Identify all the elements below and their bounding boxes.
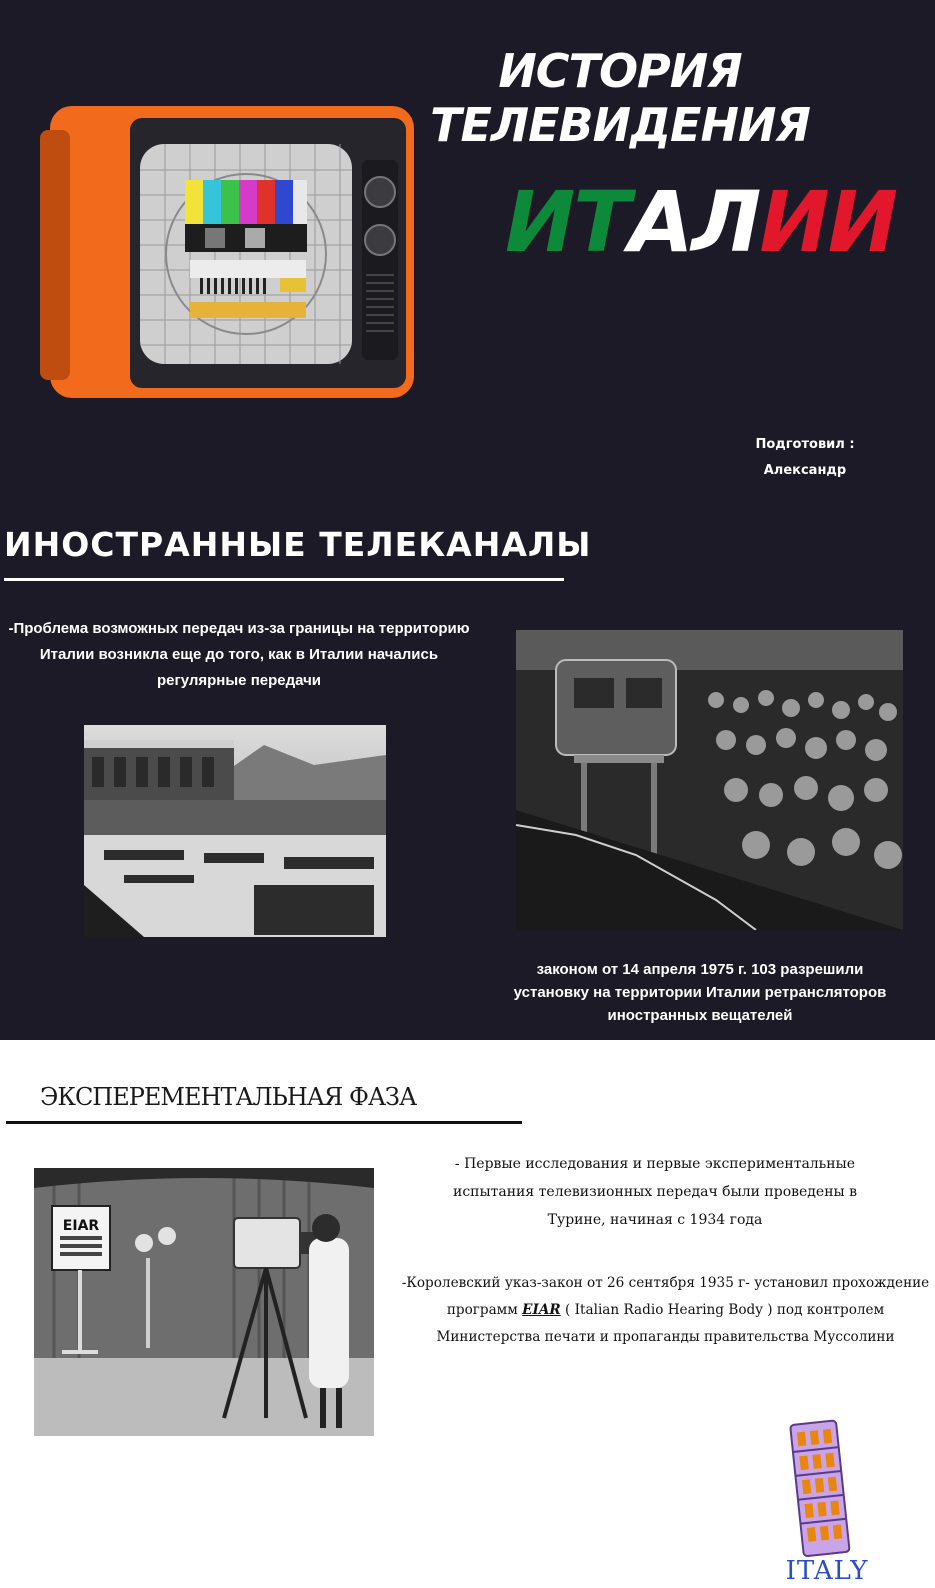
decree-text-continued: ( Italian Radio Hearing Body ) под контролем Министерства печати и пропаганды правительства Муссолини xyxy=(436,1302,895,1345)
foreign-channels-paragraph-1: -Проблема возможных передач из-за границы на территорию Италии возникла еще до того, как в Италии начались регулярные передачи xyxy=(8,620,470,689)
presentation-title: ИСТОРИЯ ТЕЛЕВИДЕНИЯ xyxy=(430,44,810,152)
italy-logo-text: ITALY xyxy=(785,1556,869,1586)
experimental-paragraph-1: - Первые исследования и первые экспериментальные испытания телевизионных передач были проведены в Турине, начиная с 1934 года xyxy=(452,1156,858,1228)
author-name: Александр xyxy=(763,463,847,478)
experimental-paragraph-2 xyxy=(398,1270,933,1351)
eiar-sign-text: EIAR xyxy=(62,1218,100,1234)
title-italy-white-part: АЛ xyxy=(628,173,760,271)
presentation-title-italy xyxy=(505,173,896,271)
prepared-by-label: Подготовил : xyxy=(755,437,855,452)
heading-underline xyxy=(6,1121,522,1124)
stadium-ceremony-photo xyxy=(84,725,386,937)
heading-underline xyxy=(4,578,564,581)
title-italy-green-part: ИТ xyxy=(505,173,629,271)
eiar-abbreviation: EIAR xyxy=(522,1302,561,1318)
experimental-phase-heading: ЭКСПЕРЕМЕНТАЛЬНАЯ ФАЗА xyxy=(40,1083,417,1111)
decree-text: -Королевский указ-закон от 26 сентября 1935 г- установил прохождение программ xyxy=(401,1275,930,1318)
foreign-channels-paragraph-2: законом от 14 апреля 1975 г. 103 разрешили установку на территории Италии ретрансляторов иностранных вещателей xyxy=(513,961,887,1024)
author-block xyxy=(735,432,875,484)
eiar-studio-photo xyxy=(34,1168,374,1436)
title-italy-red-part: ИИ xyxy=(759,173,896,271)
tv-audience-photo xyxy=(516,630,903,930)
foreign-channels-heading: ИНОСТРАННЫЕ ТЕЛЕКАНАЛЫ xyxy=(4,525,592,564)
